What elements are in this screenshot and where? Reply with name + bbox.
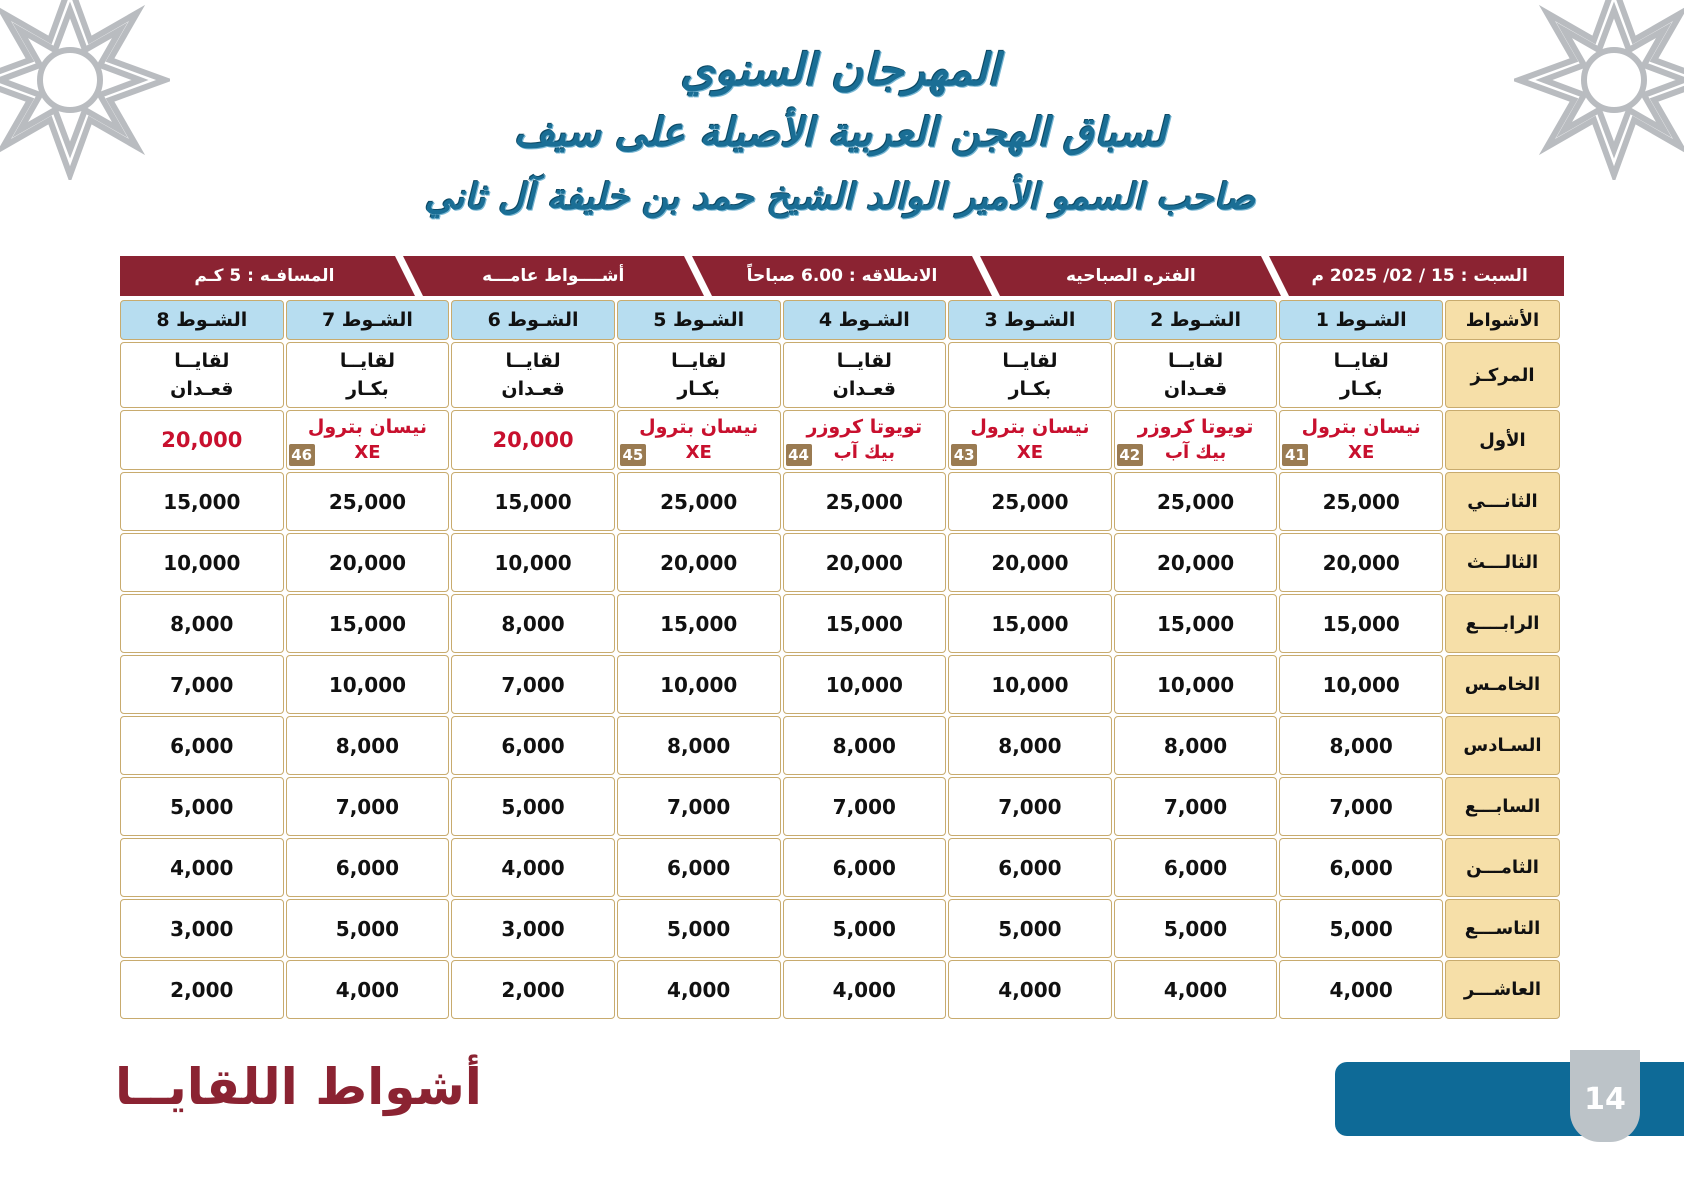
row-label: العاشـــر bbox=[1445, 960, 1560, 1019]
row-label: الرابــــع bbox=[1445, 594, 1560, 653]
row-label: الأول bbox=[1445, 410, 1560, 470]
race-header: الشـوط 8 bbox=[120, 300, 284, 340]
info-date bbox=[1275, 256, 1564, 296]
prize-value: 8,000 bbox=[451, 594, 615, 653]
prize-car-model: بيك آب bbox=[833, 442, 896, 463]
race-number-badge: 42 bbox=[1117, 444, 1143, 466]
prize-value: 10,000 bbox=[783, 655, 947, 714]
first-prize-cell bbox=[1279, 410, 1443, 470]
prize-value: 20,000 bbox=[1114, 533, 1278, 592]
title-line-2: لسباق الهجن العربية الأصيلة على سيف bbox=[513, 109, 1167, 156]
center-category: لقايــا bbox=[505, 350, 561, 372]
table-row bbox=[120, 533, 1560, 592]
prize-value: 4,000 bbox=[1114, 960, 1278, 1019]
row-label: السـادس bbox=[1445, 716, 1560, 775]
center-category: لقايــا bbox=[671, 350, 727, 372]
center-cell bbox=[1279, 342, 1443, 408]
race-number-badge: 43 bbox=[951, 444, 977, 466]
prize-value: 8,000 bbox=[617, 716, 781, 775]
prize-car-name: نيسان بترول bbox=[639, 416, 759, 438]
prize-value: 7,000 bbox=[617, 777, 781, 836]
prize-value: 4,000 bbox=[948, 960, 1112, 1019]
race-header: الشـوط 6 bbox=[451, 300, 615, 340]
first-prize-cell bbox=[451, 410, 615, 470]
prize-value: 15,000 bbox=[451, 472, 615, 531]
race-header-row bbox=[120, 300, 1560, 340]
prize-value: 20,000 bbox=[286, 533, 450, 592]
prize-value: 6,000 bbox=[617, 838, 781, 897]
center-type: بكـار bbox=[1339, 378, 1383, 400]
prize-value: 7,000 bbox=[120, 655, 284, 714]
prize-value: 8,000 bbox=[948, 716, 1112, 775]
first-prize-cell bbox=[783, 410, 947, 470]
row-label: الثالـــث bbox=[1445, 533, 1560, 592]
prize-value: 3,000 bbox=[451, 899, 615, 958]
center-category: لقايــا bbox=[174, 350, 230, 372]
center-category: لقايــا bbox=[339, 350, 396, 372]
prize-car-model: XE bbox=[1348, 442, 1375, 463]
info-distance bbox=[120, 256, 409, 296]
prize-value: 6,000 bbox=[1279, 838, 1443, 897]
prize-value: 6,000 bbox=[1114, 838, 1278, 897]
info-start bbox=[698, 256, 987, 296]
prize-value: 25,000 bbox=[948, 472, 1112, 531]
prize-value: 25,000 bbox=[783, 472, 947, 531]
prize-value: 10,000 bbox=[451, 533, 615, 592]
center-type: قعـدان bbox=[1163, 378, 1228, 400]
info-period-text: الفتره الصباحيه bbox=[1065, 266, 1196, 286]
prize-car-name: تويوتا كروزر bbox=[1137, 416, 1254, 438]
star-ornament-right-icon bbox=[1514, 0, 1684, 180]
prize-value: 5,000 bbox=[783, 899, 947, 958]
prize-value: 6,000 bbox=[286, 838, 450, 897]
race-number-badge: 45 bbox=[620, 444, 646, 466]
prize-value: 8,000 bbox=[120, 594, 284, 653]
row-label: الخامـس bbox=[1445, 655, 1560, 714]
table-row bbox=[120, 777, 1560, 836]
prize-car-name: نيسان بترول bbox=[307, 416, 428, 438]
info-period bbox=[986, 256, 1275, 296]
prize-value: 10,000 bbox=[617, 655, 781, 714]
row-label: الثانـــي bbox=[1445, 472, 1560, 531]
prize-value: 10,000 bbox=[948, 655, 1112, 714]
prize-value: 15,000 bbox=[120, 472, 284, 531]
center-cell bbox=[120, 342, 284, 408]
section-label: أشواط اللقايــا bbox=[115, 1058, 482, 1116]
info-date-text: السبت : 15 / 02/ 2025 م bbox=[1311, 266, 1528, 286]
first-prize-cell bbox=[617, 410, 781, 470]
prize-car-model: XE bbox=[354, 442, 381, 463]
prize-value: 5,000 bbox=[286, 899, 450, 958]
info-distance-text: المسافـه : 5 كـم bbox=[194, 266, 335, 286]
center-cell bbox=[783, 342, 947, 408]
center-cell bbox=[617, 342, 781, 408]
prize-value: 7,000 bbox=[783, 777, 947, 836]
prize-value: 15,000 bbox=[286, 594, 450, 653]
center-type: بكـار bbox=[346, 378, 389, 400]
table-row-first bbox=[120, 410, 1560, 470]
prize-value: 2,000 bbox=[451, 960, 615, 1019]
center-category: لقايــا bbox=[836, 350, 892, 372]
race-header: الشـوط 4 bbox=[783, 300, 947, 340]
prize-value: 25,000 bbox=[1114, 472, 1278, 531]
race-header: الشـوط 1 bbox=[1279, 300, 1443, 340]
race-number-badge: 41 bbox=[1282, 444, 1308, 466]
info-bar bbox=[120, 256, 1564, 296]
prize-car-model: بيك آب bbox=[1164, 442, 1227, 463]
prize-car-name: نيسان بترول bbox=[1301, 416, 1421, 438]
race-header: الشـوط 3 bbox=[948, 300, 1112, 340]
race-header: الشـوط 5 bbox=[617, 300, 781, 340]
prize-value: 10,000 bbox=[1279, 655, 1443, 714]
prize-value: 15,000 bbox=[783, 594, 947, 653]
prize-value: 15,000 bbox=[1114, 594, 1278, 653]
center-category: لقايــا bbox=[1333, 350, 1389, 372]
prize-car-model: XE bbox=[1016, 442, 1044, 463]
prize-value: 5,000 bbox=[617, 899, 781, 958]
prize-value: 5,000 bbox=[120, 777, 284, 836]
race-number-badge: 46 bbox=[289, 444, 315, 466]
prize-value: 25,000 bbox=[1279, 472, 1443, 531]
prize-value: 15,000 bbox=[617, 594, 781, 653]
prize-value: 8,000 bbox=[1279, 716, 1443, 775]
page-title bbox=[420, 40, 1260, 230]
center-cell bbox=[286, 342, 450, 408]
first-prize-cell bbox=[948, 410, 1112, 470]
prize-value: 5,000 bbox=[948, 899, 1112, 958]
prize-value: 8,000 bbox=[783, 716, 947, 775]
center-type: قعـدان bbox=[501, 378, 565, 400]
table-row-center bbox=[120, 342, 1560, 408]
info-races bbox=[409, 256, 698, 296]
prize-value: 20,000 bbox=[617, 533, 781, 592]
first-prize-cell bbox=[120, 410, 284, 470]
prize-value: 10,000 bbox=[286, 655, 450, 714]
first-prize-money: 20,000 bbox=[492, 428, 574, 452]
prize-value: 15,000 bbox=[948, 594, 1112, 653]
center-cell bbox=[948, 342, 1112, 408]
prize-car-model: XE bbox=[685, 442, 712, 463]
star-ornament-left-icon bbox=[0, 0, 170, 180]
prize-value: 7,000 bbox=[286, 777, 450, 836]
prize-value: 2,000 bbox=[120, 960, 284, 1019]
prize-value: 4,000 bbox=[1279, 960, 1443, 1019]
prize-value: 6,000 bbox=[120, 716, 284, 775]
center-category: لقايــا bbox=[1167, 350, 1224, 372]
center-type: قعـدان bbox=[832, 378, 896, 400]
table-row bbox=[120, 472, 1560, 531]
center-type: قعـدان bbox=[170, 378, 234, 400]
race-header: الشـوط 2 bbox=[1114, 300, 1278, 340]
center-type: بكـار bbox=[677, 378, 721, 400]
row-label: المركـز bbox=[1445, 342, 1560, 408]
prize-value: 7,000 bbox=[1279, 777, 1443, 836]
prize-value: 8,000 bbox=[286, 716, 450, 775]
prize-value: 10,000 bbox=[1114, 655, 1278, 714]
prize-value: 4,000 bbox=[286, 960, 450, 1019]
center-cell bbox=[1114, 342, 1278, 408]
prize-value: 15,000 bbox=[1279, 594, 1443, 653]
race-header: الشـوط 7 bbox=[286, 300, 450, 340]
prize-value: 4,000 bbox=[120, 838, 284, 897]
info-start-text: الانطلاقه : 6.00 صباحاً bbox=[746, 266, 938, 286]
center-cell bbox=[451, 342, 615, 408]
prize-value: 6,000 bbox=[783, 838, 947, 897]
first-prize-money: 20,000 bbox=[161, 428, 243, 452]
prize-value: 4,000 bbox=[783, 960, 947, 1019]
table-row bbox=[120, 899, 1560, 958]
prize-value: 10,000 bbox=[120, 533, 284, 592]
row-label: الثامـــن bbox=[1445, 838, 1560, 897]
table-row bbox=[120, 716, 1560, 775]
prize-value: 8,000 bbox=[1114, 716, 1278, 775]
prize-value: 25,000 bbox=[617, 472, 781, 531]
prize-table bbox=[118, 298, 1562, 1021]
prize-table-wrap bbox=[118, 298, 1562, 1021]
table-row bbox=[120, 594, 1560, 653]
prize-value: 7,000 bbox=[451, 655, 615, 714]
prize-value: 6,000 bbox=[948, 838, 1112, 897]
first-prize-cell bbox=[286, 410, 450, 470]
title-line-3: صاحب السمو الأمير الوالد الشيخ حمد بن خليفة آل ثاني bbox=[424, 176, 1256, 218]
table-row bbox=[120, 960, 1560, 1019]
prize-value: 5,000 bbox=[1114, 899, 1278, 958]
prize-car-name: نيسان بترول bbox=[970, 416, 1090, 438]
prize-value: 4,000 bbox=[617, 960, 781, 1019]
prize-value: 20,000 bbox=[1279, 533, 1443, 592]
table-row bbox=[120, 655, 1560, 714]
prize-value: 20,000 bbox=[948, 533, 1112, 592]
prize-value: 3,000 bbox=[120, 899, 284, 958]
title-line-1: المهرجان السنوي bbox=[680, 45, 1000, 96]
prize-value: 5,000 bbox=[1279, 899, 1443, 958]
prize-value: 6,000 bbox=[451, 716, 615, 775]
first-prize-cell bbox=[1114, 410, 1278, 470]
info-races-text: أشــــواط عامـــه bbox=[482, 266, 625, 286]
prize-car-name: تويوتا كروزر bbox=[806, 416, 923, 438]
prize-value: 7,000 bbox=[1114, 777, 1278, 836]
prize-value: 5,000 bbox=[451, 777, 615, 836]
prize-value: 4,000 bbox=[451, 838, 615, 897]
row-label: التاســـع bbox=[1445, 899, 1560, 958]
corner-label: الأشواط bbox=[1445, 300, 1560, 340]
prize-value: 7,000 bbox=[948, 777, 1112, 836]
table-row bbox=[120, 838, 1560, 897]
prize-value: 25,000 bbox=[286, 472, 450, 531]
center-category: لقايــا bbox=[1002, 350, 1058, 372]
race-number-badge: 44 bbox=[786, 444, 812, 466]
row-label: السابـــع bbox=[1445, 777, 1560, 836]
page-number: 14 bbox=[1570, 1050, 1640, 1142]
prize-value: 20,000 bbox=[783, 533, 947, 592]
center-type: بكـار bbox=[1008, 378, 1052, 400]
